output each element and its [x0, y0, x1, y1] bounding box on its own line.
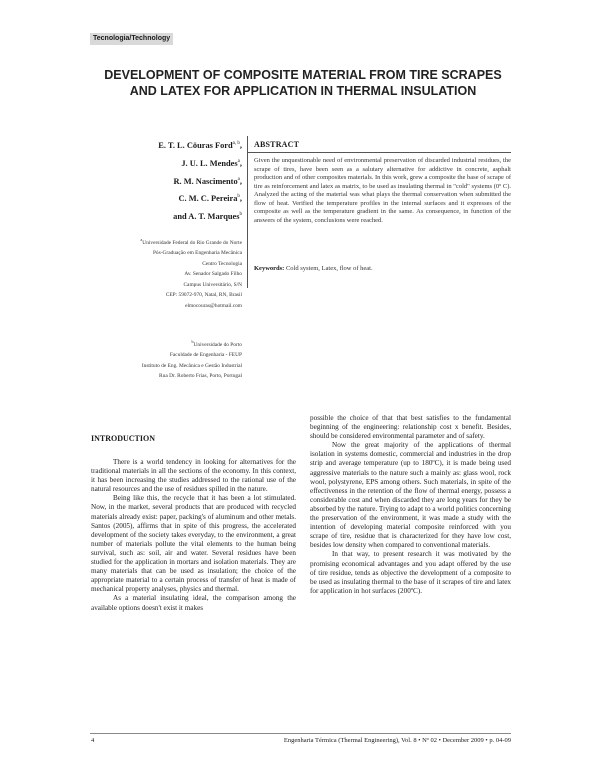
author	[96, 189, 242, 207]
affiliation-line	[90, 235, 242, 248]
paper-title: DEVELOPMENT OF COMPOSITE MATERIAL FROM TIRE SCRAPES AND LATEX FOR APPLICATION IN THERMAL INSULATION	[104, 68, 502, 98]
affiliation-line: Pós-Graduação em Engenharia Mecânica	[152, 250, 242, 257]
author-affil-mark: a	[237, 176, 240, 182]
author	[96, 154, 242, 172]
keywords	[254, 265, 511, 272]
author-suffix: ,	[239, 140, 242, 150]
keywords-label: Keywords:	[254, 265, 285, 272]
author-name: and A. T. Marques	[173, 211, 240, 221]
affiliation-email: elmocouras@hotmail.com	[185, 302, 242, 309]
affiliation-b	[90, 337, 242, 382]
footer-rule	[90, 733, 511, 734]
affiliation-institution: Universidade Federal do Rio Grande do Norte	[142, 239, 242, 246]
author-suffix: ,	[239, 194, 242, 204]
affiliation-line: Av. Senador Salgado Filho	[184, 271, 242, 278]
author-name: R. M. Nascimento	[173, 176, 238, 186]
abstract-heading: ABSTRACT	[254, 140, 300, 149]
affiliation-line: Instituto de Eng. Mecânica e Gestão Industrial	[141, 362, 242, 369]
paragraph: possible the choice of that that best satisfies to the fundamental beginning of the engineering: relationship cost x benefit. Besides, should be considered environmental parameter and of safety.	[310, 414, 511, 441]
affiliation-a	[90, 235, 242, 311]
paragraph: In that way, to present research it was motivated by the promising economical advantages and you adapt offered by the use of tire residue, tends as objective the development of a composite to be used as insulating thermal to the base of it scrapes of tire and latex for application in hot surfaces (200ºC).	[310, 550, 511, 595]
affiliation-mark: a	[140, 237, 143, 242]
affiliation-line: Campus Universitário, S/N	[183, 281, 242, 288]
keywords-list: Cold system, Latex, flow of heat.	[284, 265, 373, 272]
affiliation-line: Centro Tecnologia	[202, 260, 242, 267]
right-column	[310, 414, 511, 596]
author-affil-mark: b	[237, 194, 240, 200]
author	[96, 136, 242, 154]
author	[96, 172, 242, 190]
affiliation-mark: b	[191, 339, 194, 344]
paragraph: Being like this, the recycle that it has been a lot stimulated. Now, in the market, several products that are produced with recycled materials already exist: paper, packing's of aluminum and other metals. Santos (2005), affirms that in spite of this progress, the accelerated development of the society takes everyday, to the environment, a great number of materials pollute the vital elements to the human being survival, such as: soil, air and water. Several residues have been studied for the application in mortars and isolation materials. They are many materials that can be used as insulation; the choice of the appropriate material to a certain process of transfer of heat is made of mechanical property analyses, physics and thermal.	[91, 494, 296, 594]
left-column	[91, 458, 296, 613]
author	[96, 207, 242, 225]
paragraph: As a material insulating ideal, the comparison among the available options doesn't exist it makes	[91, 594, 296, 612]
section-heading-introduction: INTRODUCTION	[91, 434, 156, 443]
journal-citation: Engenharia Térmica (Thermal Engineering), Vol. 8 • Nº 02 • December 2009 • p. 04-09	[283, 737, 511, 744]
author-affil-mark: b	[239, 212, 242, 218]
author-name: E. T. L. Cöuras Ford	[158, 140, 233, 150]
author-suffix: ,	[239, 158, 242, 168]
author-suffix: ,	[239, 176, 242, 186]
affiliation-institution: Universidade do Porto	[193, 341, 242, 348]
paragraph: There is a world tendency in looking for alternatives for the traditional materials in all the sections of the economy. In this context, it has been increasing the studies addressed to the rational use of the natural resources and the use of residues spilled in the nature.	[91, 458, 296, 494]
author-affil-mark: a, b	[232, 141, 240, 146]
affiliation-line	[90, 337, 242, 350]
abstract-rule	[247, 152, 511, 153]
author-name: J. U. L. Mendes	[181, 158, 238, 168]
author-affil-mark: a	[237, 158, 240, 164]
paragraph: Now the great majority of the applications of thermal isolation in systems domestic, commercial and industries in the drop strip and average temperature (up to 180ºC), it is made being used aggressive materials to the nature such a mainly as: glass wool, rock wool, polystyrene, EPS among others. Such materials, in spite of the effectiveness in the retention of the flow of thermal energy, possess a considerable cost and when discarded they are long years for they be absorbed by the nature. Trying to adapt to a world politics concerning the preservation of the environment, it was made a study with the intention of developing material composite reinforced with you scrape of tire, residue that is characterized for they have low cost, besides low density when compared to conventional materials.	[310, 441, 511, 550]
section-tag: Tecnologia/Technology	[90, 33, 173, 45]
abstract-body: Given the unquestionable need of environmental preservation of discarded industrial residues, the scrape of tires, have been seen as a salutary alternative for addictive in concrete, asphalt production and of other composites materials. In this work, grew a composite the base of scrape of tire as reinforcement and latex as matrix, to be used as insulating thermal in "cold" systems (0º C). Analyzed the acting of the material was what plays the thermal conservation when submitted the flow of heat. Verified the temperature profiles in the internal surfaces and it expresses of the composite as well as the temperature gradient in the same. As consequence, in function of the answers of the system, conclusions were reached.	[254, 157, 511, 224]
affiliation-line: CEP: 59072-970, Natal, RN, Brasil	[165, 292, 242, 299]
affiliation-line: Rua Dr. Roberto Frias, Porto, Portugal	[159, 373, 242, 380]
page-number: 4	[91, 737, 95, 744]
affiliation-line: Faculdade de Engenharia - FEUP	[169, 352, 242, 359]
abstract-vertical-rule	[247, 136, 248, 288]
author-list	[96, 136, 242, 225]
author-name: C. M. C. Pereira	[178, 194, 238, 204]
